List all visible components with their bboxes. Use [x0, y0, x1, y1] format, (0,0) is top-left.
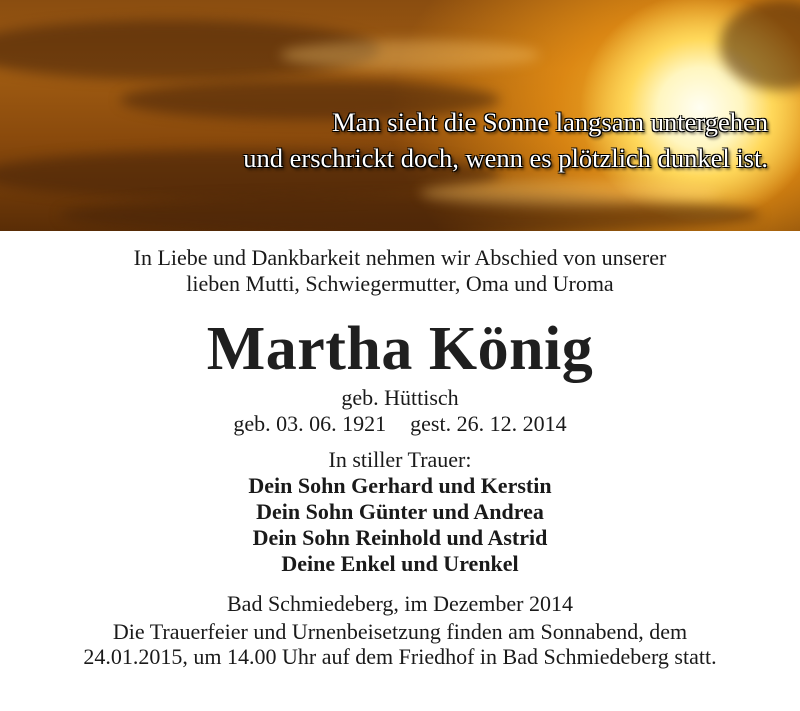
maiden-name: geb. Hüttisch [341, 385, 459, 410]
obituary-body [0, 240, 800, 669]
mourner-item: Dein Sohn Gerhard und Kerstin [248, 473, 552, 498]
mourners-list [0, 473, 800, 577]
funeral-line-1: Die Trauerfeier und Urnenbeisetzung finden am Sonnabend, dem [112, 619, 688, 644]
intro-text [0, 245, 800, 297]
mourner-item: Deine Enkel und Urenkel [281, 551, 519, 576]
mourners-heading: In stiller Trauer: [328, 447, 472, 472]
mourner-item: Dein Sohn Reinhold und Astrid [252, 525, 548, 550]
deceased-name: Martha König [206, 315, 594, 383]
mourner-item: Dein Sohn Günter und Andrea [256, 499, 544, 524]
funeral-line-2: 24.01.2015, um 14.00 Uhr auf dem Friedhof in Bad Schmiedeberg statt. [83, 644, 717, 669]
cloud [420, 180, 720, 206]
banner-quote-line-2: und erschrickt doch, wenn es plötzlich dunkel ist. [243, 143, 768, 173]
birth-date: geb. 03. 06. 1921 [233, 411, 387, 436]
funeral-notice [0, 619, 800, 669]
cloud [280, 40, 540, 70]
death-date: gest. 26. 12. 2014 [410, 411, 567, 436]
banner-quote-line-1: Man sieht die Sonne langsam untergehen [332, 107, 768, 137]
intro-line-1: In Liebe und Dankbarkeit nehmen wir Abschied von unserer [133, 245, 667, 270]
banner-quote [243, 104, 768, 176]
cloud [720, 0, 800, 90]
place-and-date: Bad Schmiedeberg, im Dezember 2014 [227, 591, 573, 616]
sunset-banner [0, 0, 800, 231]
intro-line-2: lieben Mutti, Schwiegermutter, Oma und Uroma [186, 271, 614, 296]
life-dates [0, 411, 800, 437]
